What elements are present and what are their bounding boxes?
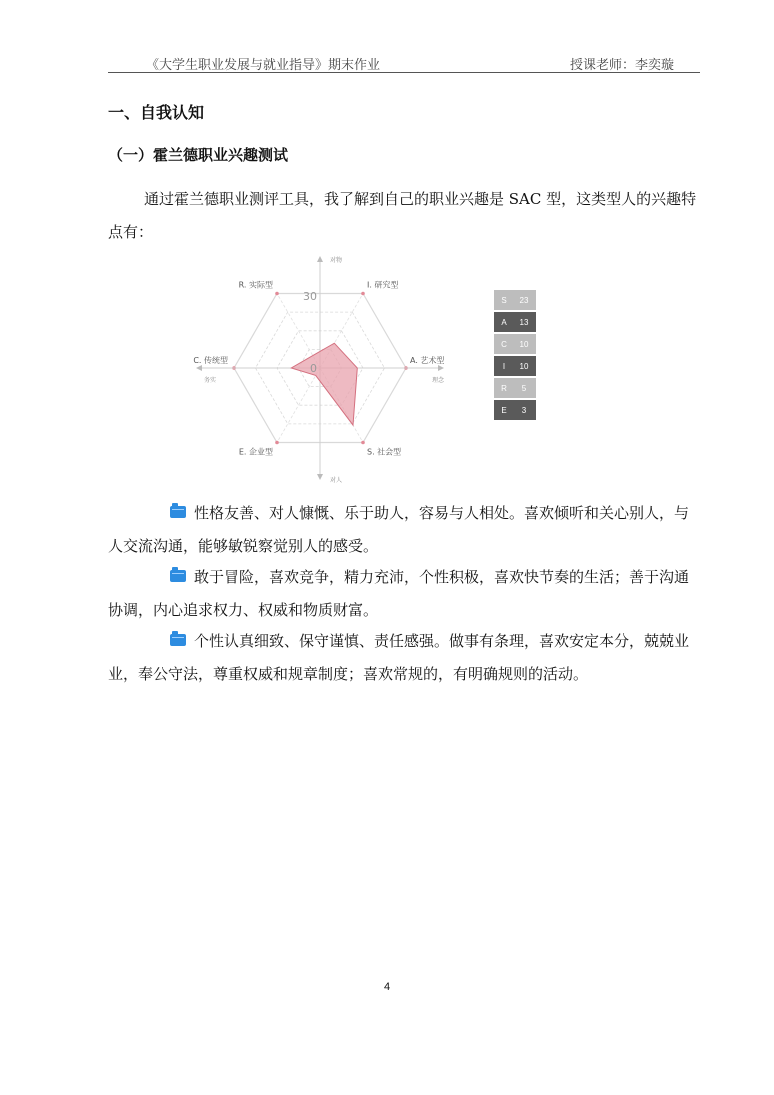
legend-row: [494, 290, 536, 310]
legend-code: R: [501, 383, 507, 393]
legend-value: 23: [519, 295, 529, 305]
legend-code: I: [502, 361, 506, 371]
bullet-text: 性格友善、对人慷慨、乐于助人，容易与人相处。喜欢倾听和关心别人，与人交流沟通，能够敏锐察觉别人的感受。: [108, 504, 690, 555]
radar-series: [291, 343, 357, 425]
axis-label: C. 传统型: [193, 356, 228, 365]
direction-label: 务实: [204, 377, 217, 384]
arrow-right-icon: [438, 365, 444, 371]
bullet-text: 敢于冒险，喜欢竞争，精力充沛，个性积极，喜欢快节奏的生活；善于沟通协调，内心追求权力、权威和物质财富。: [108, 568, 690, 619]
axis-label: I. 研究型: [367, 280, 399, 290]
header-teacher: 授课老师：李奕璇: [569, 58, 674, 73]
legend-value: 10: [519, 339, 529, 349]
arrow-left-icon: [196, 365, 202, 371]
axis-dot: [275, 292, 279, 296]
folder-icon: [170, 506, 186, 518]
header-course-title: 《大学生职业发展与就业指导》期末作业: [146, 58, 381, 73]
legend-row: [494, 312, 536, 332]
direction-label: 对物: [330, 257, 343, 264]
axis-label: R. 实际型: [238, 280, 273, 290]
bullet-item: [108, 497, 700, 563]
page-number: 4: [383, 981, 391, 993]
legend-value: 10: [519, 361, 529, 371]
page-header: [108, 54, 700, 73]
legend-code: E: [501, 405, 507, 415]
axis-label: A. 艺术型: [410, 356, 445, 365]
arrow-up-icon: [317, 256, 323, 262]
scale-label: 0: [310, 362, 317, 375]
axis-dot: [361, 441, 365, 445]
legend-row: [494, 378, 536, 398]
intro-paragraph: 通过霍兰德职业测评工具，我了解到自己的职业兴趣是 SAC 型，这类型人的兴趣特点有：: [108, 190, 697, 241]
legend-row: [494, 400, 536, 420]
folder-icon: [170, 570, 186, 582]
section-title: 一、自我认知: [108, 103, 205, 122]
arrow-down-icon: [317, 474, 323, 480]
radar-spoke: [277, 368, 320, 443]
direction-label: 对人: [330, 477, 343, 484]
bullet-item: [108, 561, 700, 627]
legend-code: C: [501, 339, 507, 349]
axis-label: S. 社会型: [367, 447, 402, 457]
axis-label: E. 企业型: [238, 447, 273, 457]
folder-icon: [170, 634, 186, 646]
legend-code: A: [501, 317, 507, 327]
bullet-item: [108, 625, 700, 691]
bullet-text: 个性认真细致、保守谨慎、责任感强。做事有条理，喜欢安定本分，兢兢业业，奉公守法，尊重权威和规章制度；喜欢常规的，有明确规则的活动。: [108, 632, 690, 683]
legend-value: 3: [521, 405, 527, 415]
axis-dot: [361, 292, 365, 296]
scale-label: 30: [303, 290, 317, 303]
subsection-title: （一）霍兰德职业兴趣测试: [108, 146, 289, 164]
legend-value: 13: [519, 317, 529, 327]
direction-label: 理念: [432, 377, 445, 384]
axis-dot: [275, 441, 279, 445]
series-area: [291, 343, 357, 425]
legend-row: [494, 356, 536, 376]
legend-value: 5: [521, 383, 527, 393]
score-legend: [494, 290, 536, 422]
legend-code: S: [501, 295, 507, 305]
legend-row: [494, 334, 536, 354]
